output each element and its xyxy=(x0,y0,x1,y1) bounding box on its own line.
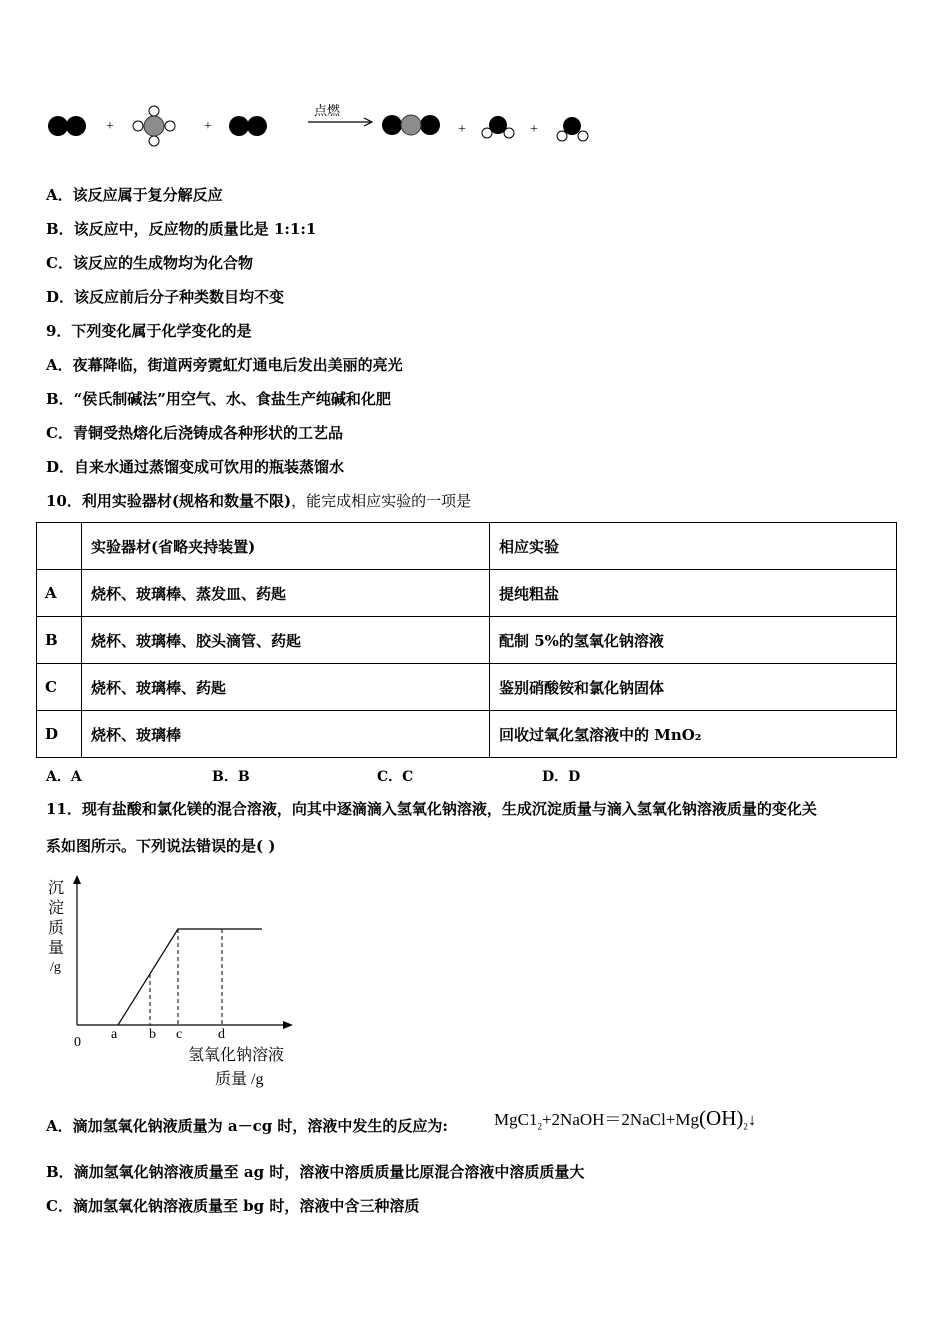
table-cell: 烧杯、玻璃棒 xyxy=(82,711,490,758)
y-axis-label-char: 沉 xyxy=(48,880,65,897)
q9-option-a: A．夜幕降临，街道两旁霓虹灯通电后发出美丽的亮光 xyxy=(46,356,403,374)
reactant-molecule-3 xyxy=(229,116,267,136)
tick-label-c: c xyxy=(176,1027,183,1042)
q10-stem-bold: 10．利用实验器材(规格和数量不限) xyxy=(46,492,292,510)
q8-option-a: A．该反应属于复分解反应 xyxy=(46,186,223,204)
q9-option-d: D．自来水通过蒸馏变成可饮用的瓶装蒸馏水 xyxy=(46,458,345,476)
q10-answer-b: B．B xyxy=(212,769,250,785)
table-cell: D xyxy=(37,711,82,758)
q11-stem-line2: 系如图所示。下列说法错误的是( ) xyxy=(46,837,276,855)
table-cell: 鉴别硝酸铵和氯化钠固体 xyxy=(490,664,897,711)
q10-stem-rest: ，能完成相应实验的一项是 xyxy=(291,492,472,510)
table-cell: A xyxy=(37,570,82,617)
y-axis-label-char: 淀 xyxy=(48,900,65,917)
tick-label-b: b xyxy=(149,1027,156,1042)
x-axis-arrow xyxy=(283,1021,293,1029)
y-axis-unit: /g xyxy=(50,960,61,975)
q11-option-c: C．滴加氢氧化钠溶液质量至 bg 时，溶液中含三种溶质 xyxy=(46,1197,420,1215)
table-cell: 回收过氧化氢溶液中的 MnO₂ xyxy=(490,711,897,758)
q10-answer-c: C．C xyxy=(377,769,414,785)
table-cell: 烧杯、玻璃棒、药匙 xyxy=(82,664,490,711)
table-cell: 烧杯、玻璃棒、蒸发皿、药匙 xyxy=(82,570,490,617)
table-cell: C xyxy=(37,664,82,711)
table-cell: 配制 5%的氢氧化钠溶液 xyxy=(490,617,897,664)
q11-option-a-text: A．滴加氢氧化钠液质量为 a－cg 时，溶液中发生的反应为: xyxy=(46,1117,448,1135)
reaction-arrow xyxy=(308,118,372,126)
table-header-row xyxy=(37,523,897,570)
eq-part: MgC1 xyxy=(494,1110,538,1129)
table-row xyxy=(37,570,897,617)
table-header-cell: 相应实验 xyxy=(490,523,897,570)
plus-sign: + xyxy=(106,119,114,134)
q10-stem xyxy=(46,491,471,511)
reaction-condition: 点燃 xyxy=(314,103,341,118)
q8-option-d: D．该反应前后分子种类数目均不变 xyxy=(46,288,285,306)
origin-label: 0 xyxy=(74,1035,81,1050)
q9-option-c: C．青铜受热熔化后浇铸成各种形状的工艺品 xyxy=(46,424,343,442)
product-molecule-3 xyxy=(557,117,588,141)
eq-subscript: 2 xyxy=(743,1121,748,1132)
table-row xyxy=(37,711,897,758)
eq-part: (OH) xyxy=(699,1106,744,1130)
table-cell: B xyxy=(37,617,82,664)
eq-subscript: 2 xyxy=(537,1121,542,1132)
table-header-cell: 实验器材(省略夹持装置) xyxy=(82,523,490,570)
eq-part: +2NaOH＝2NaCl+Mg xyxy=(541,1110,700,1129)
tick-label-d: d xyxy=(218,1027,225,1042)
tick-label-a: a xyxy=(111,1027,118,1042)
y-axis-label-char: 质 xyxy=(48,920,65,937)
table-header-cell xyxy=(37,523,82,570)
plus-sign: + xyxy=(458,122,466,137)
q11-stem-line1: 11．现有盐酸和氯化镁的混合溶液，向其中逐滴滴入氢氧化钠溶液，生成沉淀质量与滴入氢氧化钠溶液质量的变化关 xyxy=(46,800,817,818)
q11-option-b: B．滴加氢氧化钠溶液质量至 ag 时，溶液中溶质质量比原混合溶液中溶质质量大 xyxy=(46,1163,585,1181)
x-axis-label-line1: 氢氧化钠溶液 xyxy=(188,1047,285,1064)
q8-option-c: C．该反应的生成物均为化合物 xyxy=(46,254,253,272)
table-cell: 烧杯、玻璃棒、胶头滴管、药匙 xyxy=(82,617,490,664)
product-molecule-2 xyxy=(482,116,514,138)
y-axis-arrow xyxy=(73,875,81,884)
table-cell: 提纯粗盐 xyxy=(490,570,897,617)
experiment-table xyxy=(36,522,897,758)
y-axis-label-char: 量 xyxy=(48,940,65,957)
q9-stem: 9．下列变化属于化学变化的是 xyxy=(46,322,252,340)
table-row xyxy=(37,617,897,664)
product-molecule-1 xyxy=(382,115,440,135)
precipitate-graph xyxy=(40,870,310,1095)
q10-answer-d: D．D xyxy=(542,769,581,785)
plus-sign: + xyxy=(204,119,212,134)
reactant-molecule-1 xyxy=(48,116,86,136)
q9-option-b: B．“侯氏制碱法”用空气、水、食盐生产纯碱和化肥 xyxy=(46,390,391,408)
q10-answer-a: A．A xyxy=(46,769,82,785)
q8-option-b: B．该反应中，反应物的质量比是 1:1:1 xyxy=(46,220,317,238)
q11-option-a-equation xyxy=(494,1105,756,1131)
reaction-diagram xyxy=(40,95,610,155)
plus-sign: + xyxy=(530,122,538,137)
table-row xyxy=(37,664,897,711)
precipitate-curve xyxy=(118,929,262,1025)
eq-part: ↓ xyxy=(747,1110,757,1129)
reactant-molecule-2 xyxy=(133,106,175,146)
x-axis-label-line2: 质量 /g xyxy=(215,1071,264,1088)
